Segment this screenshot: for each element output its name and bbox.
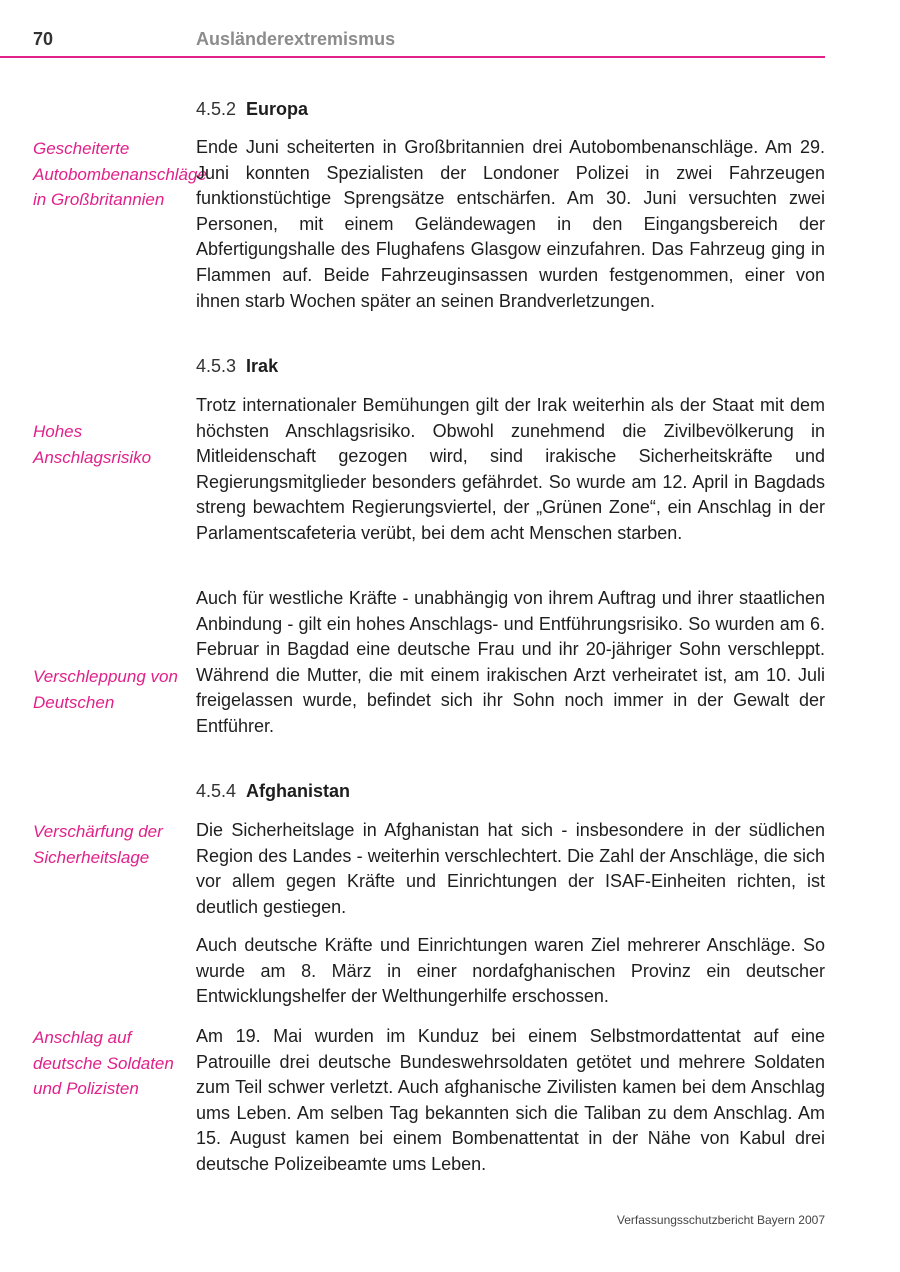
- paragraph: Die Sicherheitslage in Afghanistan hat sich - insbesondere in der südlichen Region des Landes - weiterhin verschlechtert. Die Zahl der Anschläge, die sich vor allem gegen Kräfte und Einrichtungen der ISAF-Einheiten richten, ist deutlich gestiegen.: [196, 820, 825, 917]
- section-heading-europa: [196, 96, 308, 122]
- section-number: 4.5.3: [196, 356, 237, 376]
- page-number: 70: [33, 29, 54, 49]
- paragraph: Am 19. Mai wurden im Kunduz bei einem Selbstmordattentat auf eine Patrouille drei deutsche Bundeswehrsoldaten getötet und mehrere Soldaten zum Teil schwer verletzt. Auch afghanische Zivilisten kamen bei dem Anschlag ums Leben. Am selben Tag bekannten sich die Taliban zu dem Anschlag. Am 15. August kamen bei einem Bombenattentat in der Nähe von Kabul drei deutsche Polizeibeamte ums Leben.: [196, 1026, 825, 1174]
- section-heading-irak: [196, 353, 278, 379]
- paragraph: Auch für westliche Kräfte - unabhängig von ihrem Auftrag und ihrer staatlichen Anbindung - gilt ein hohes Anschlags- und Entführungsrisiko. So wurden am 6. Februar in Bagdad eine deutsche Frau und ihr 20-jähriger Sohn verschleppt. Während die Mutter, die mit einem irakischen Arzt verheiratet ist, am 10. Juli freigelassen wurde, befindet sich ihr Sohn noch immer in der Gewalt der Entführer.: [196, 588, 825, 736]
- paragraph: Auch deutsche Kräfte und Einrichtungen waren Ziel mehrerer Anschläge. So wurde am 8. März in einer nordafghanischen Provinz ein deutscher Entwicklungshelfer der Welthungerhilfe erschossen.: [196, 935, 825, 1007]
- margin-note: Hohes Anschlagsrisiko: [33, 422, 152, 467]
- section-title: Europa: [246, 99, 309, 119]
- section-title: Irak: [246, 356, 279, 376]
- footer: Verfassungsschutzbericht Bayern 2007: [616, 1213, 825, 1227]
- paragraph: Ende Juni scheiterten in Großbritannien drei Autobombenanschläge. Am 29. Juni konnten Spezialisten der Londoner Polizei in zwei Fahrzeugen funktionstüchtige Sprengsätze entschärfen. Am 30. Juni versuchten zwei Personen, mit einem Geländewagen in den Eingangsbereich der Abfertigungshalle des Flughafens Glasgow einzufahren. Das Fahrzeug ging in Flammen auf. Beide Fahrzeuginsassen wurden festgenommen, einer von ihnen starb Wochen später an seinen Brandverletzungen.: [196, 137, 825, 311]
- margin-note: Verschärfung der Sicherheitslage: [33, 822, 163, 867]
- paragraph: Trotz internationaler Bemühungen gilt der Irak weiterhin als der Staat mit dem höchsten Anschlagsrisiko. Obwohl zunehmend die Zivilbevölkerung in Mitleidenschaft gezogen wird, sind irakische Sicherheitskräfte und Regierungsmitglieder besonders gefährdet. So wurde am 12. April in Bagdads streng bewachtem Regierungsviertel, der „Grünen Zone“, ein Anschlag in der Parlamentscafeteria verübt, bei dem acht Menschen starben.: [196, 395, 825, 543]
- margin-note: Gescheiterte Autobombenanschläge in Großbritannien: [33, 139, 207, 210]
- section-number: 4.5.4: [196, 781, 237, 801]
- section-number: 4.5.2: [196, 99, 237, 119]
- margin-note: Anschlag auf deutsche Soldaten und Polizisten: [33, 1028, 174, 1099]
- section-title: Afghanistan: [246, 781, 351, 801]
- header-rule: [0, 56, 825, 58]
- running-title: Ausländerextremismus: [196, 29, 396, 49]
- margin-note: Verschleppung von Deutschen: [33, 667, 178, 712]
- section-heading-afghanistan: [196, 778, 350, 804]
